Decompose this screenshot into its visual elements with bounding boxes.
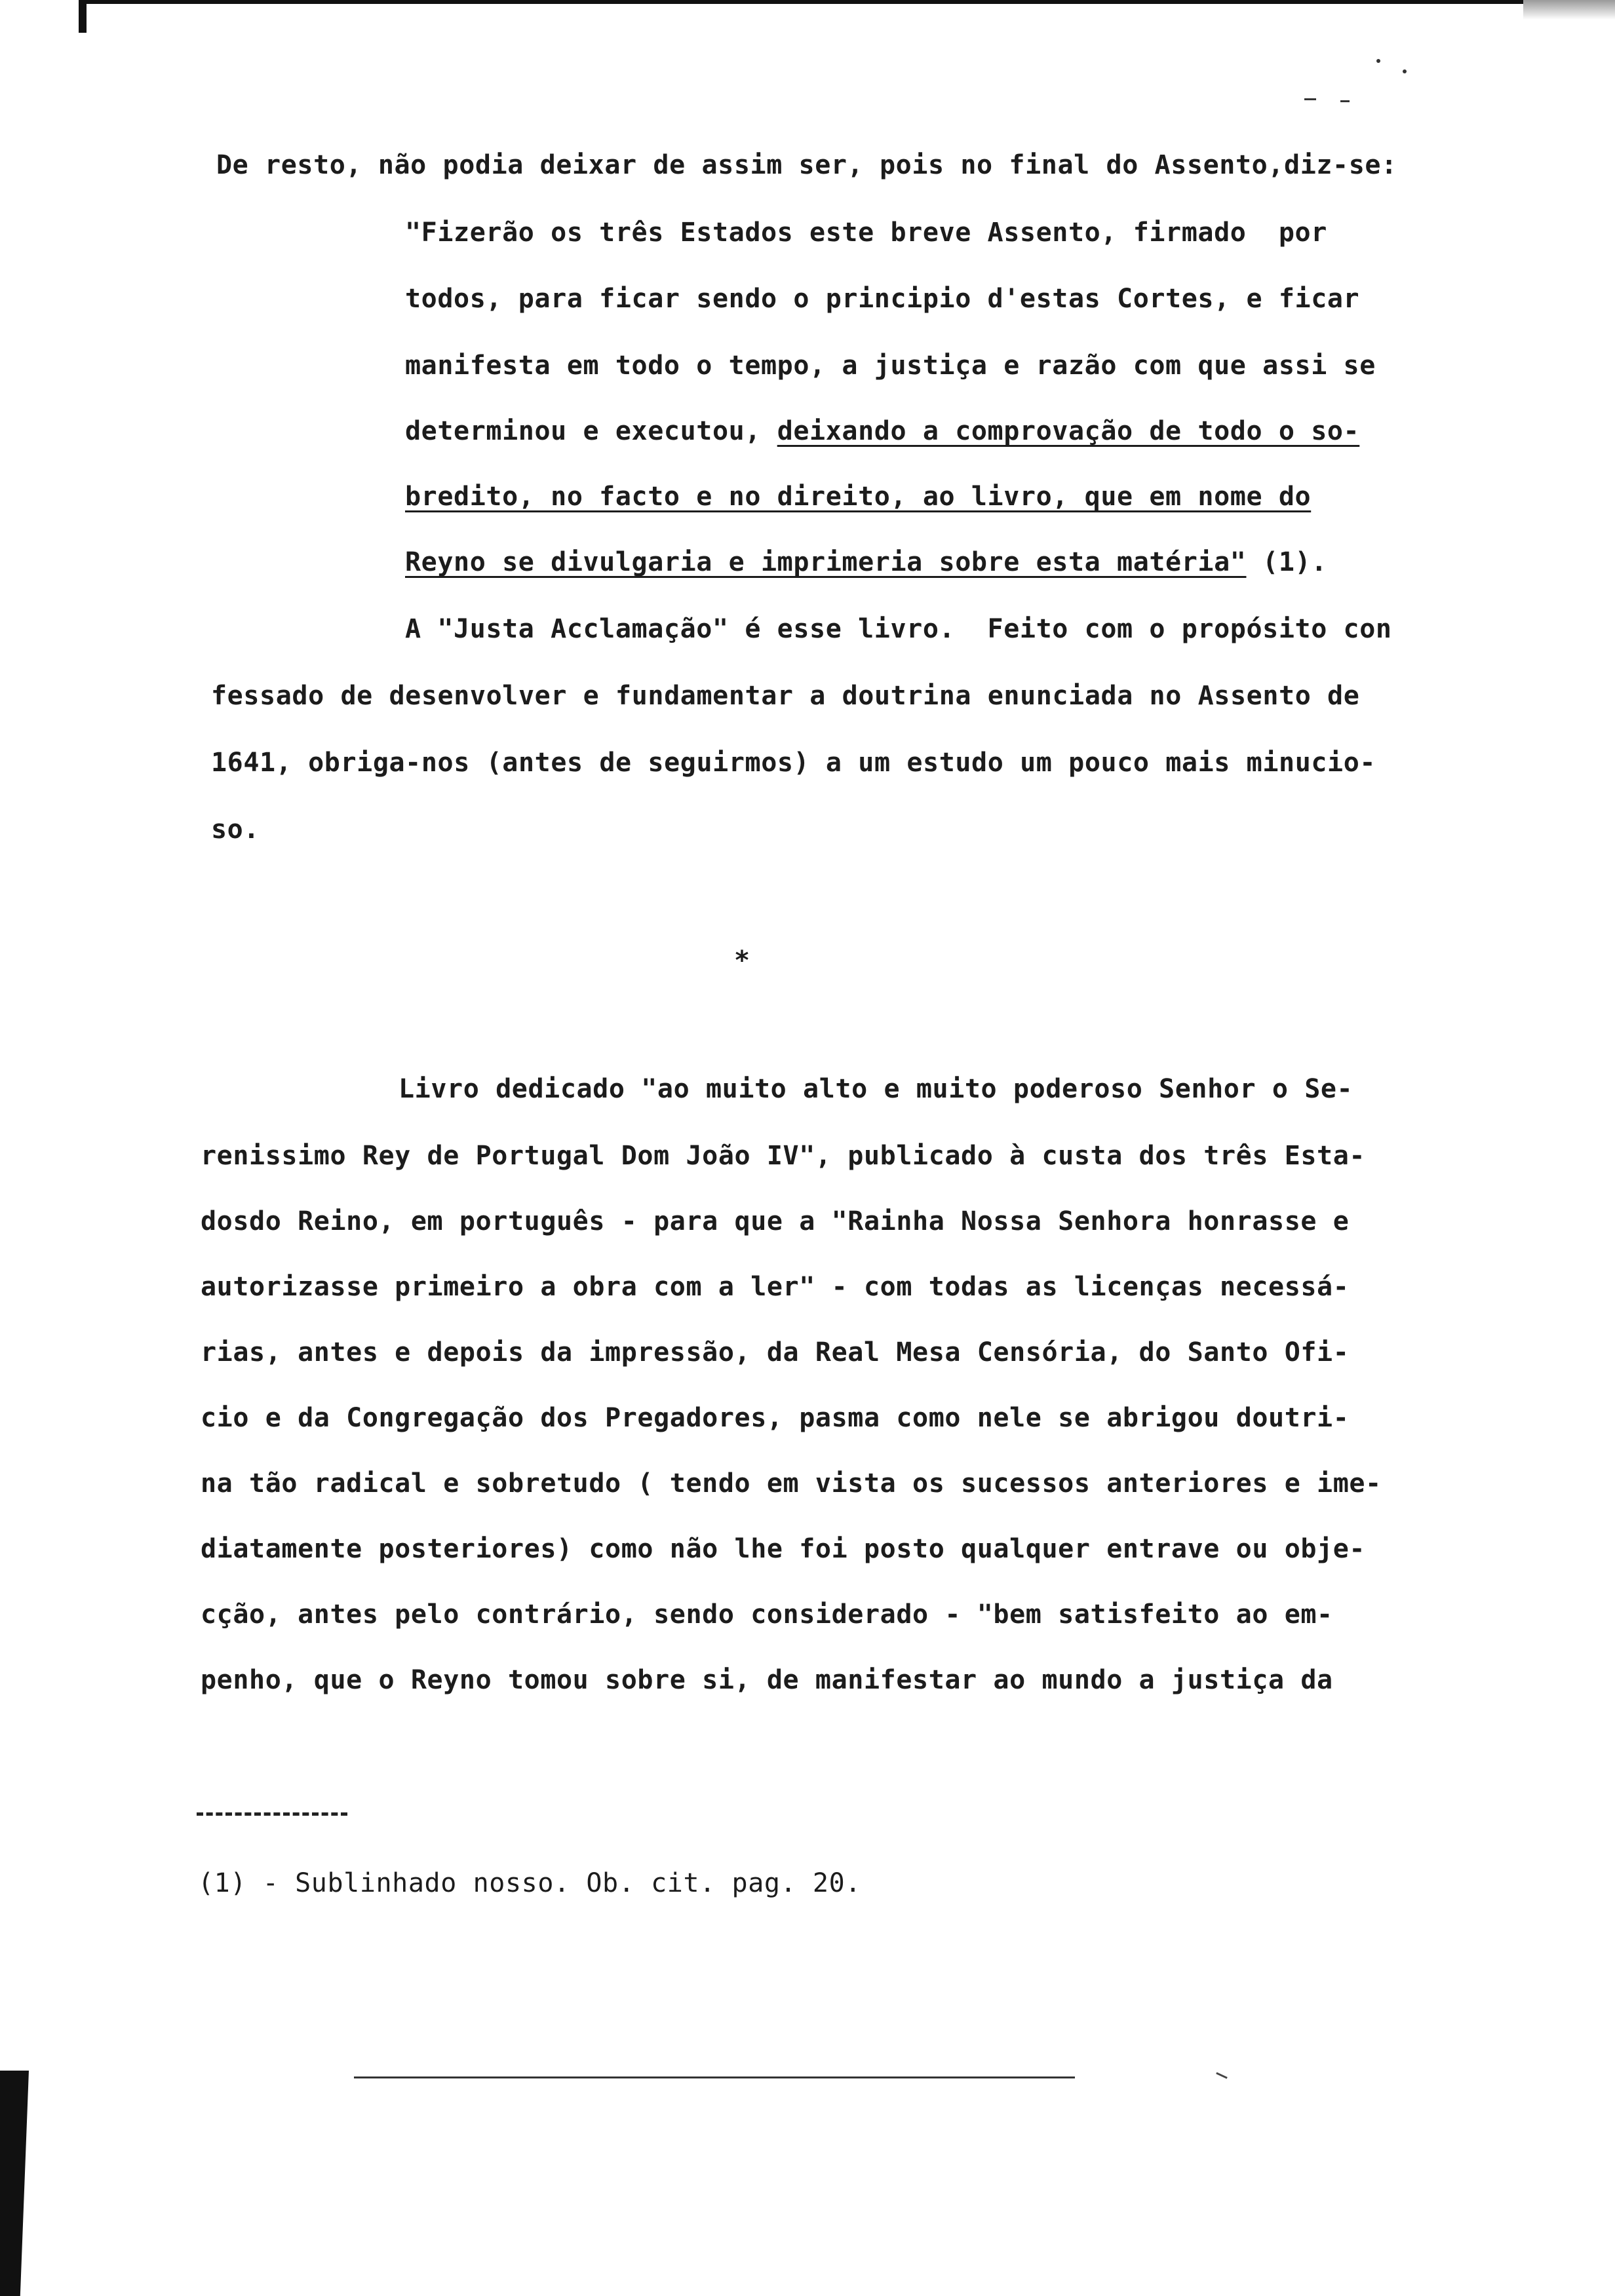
section-mark: *	[734, 946, 750, 976]
underlined-text: deixando a comprovação de todo o so-	[777, 416, 1360, 446]
paragraph-line: dosdo Reino, em português - para que a "Rainha Nossa Senhora honrasse e	[201, 1206, 1350, 1236]
paragraph-line: na tão radical e sobretudo ( tendo em vista os sucessos anteriores e ime-	[201, 1468, 1382, 1499]
paragraph-line: fessado de desenvolver e fundamentar a doutrina enunciada no Assento de	[211, 681, 1360, 711]
quote-line	[405, 415, 1359, 447]
quote-line	[405, 546, 1327, 578]
quote-line: todos, para ficar sendo o principio d'estas Cortes, e ficar	[405, 284, 1360, 314]
paragraph-line: cio e da Congregação dos Pregadores, pasma como nele se abrigou doutri-	[201, 1403, 1350, 1433]
scan-speck	[1340, 100, 1350, 102]
scan-speck	[1376, 59, 1380, 63]
underlined-quote-line: bredito, no facto e no direito, ao livro, que em nome do	[405, 482, 1312, 512]
underlined-text: Reyno se divulgaria e imprimeria sobre esta matéria"	[405, 547, 1247, 577]
scan-speck	[1216, 2072, 1228, 2078]
paragraph-line: autorizasse primeiro a obra com a ler" - com todas as licenças necessá-	[201, 1272, 1350, 1302]
quote-line: "Fizerão os três Estados este breve Assento, firmado por	[405, 218, 1327, 248]
paragraph-line: 1641, obriga-nos (antes de seguirmos) a um estudo um pouco mais minucio-	[211, 748, 1376, 778]
paragraph-line: Livro dedicado "ao muito alto e muito poderoso Senhor o Se-	[399, 1074, 1353, 1104]
paragraph-line: renissimo Rey de Portugal Dom João IV", publicado à custa dos três Esta-	[201, 1141, 1366, 1171]
paragraph-line: cção, antes pelo contrário, sendo considerado - "bem satisfeito ao em-	[201, 1599, 1333, 1630]
scan-corner	[1523, 0, 1615, 20]
scan-speck	[1304, 98, 1316, 100]
footnote-ref: (1).	[1246, 547, 1327, 577]
paragraph-line: rias, antes e depois da impressão, da Real Mesa Censória, do Santo Ofi-	[201, 1337, 1350, 1368]
scan-edge-left	[79, 0, 87, 33]
quote-line: manifesta em todo o tempo, a justiça e razão com que assi se	[405, 351, 1376, 381]
footnote: (1) - Sublinhado nosso. Ob. cit. pag. 20.	[198, 1868, 861, 1898]
bottom-rule	[354, 2076, 1075, 2078]
opening-line: De resto, não podia deixar de assim ser, pois no final do Assento,diz-se:	[216, 150, 1397, 180]
paragraph-line: penho, que o Reyno tomou sobre si, de manifestar ao mundo a justiça da	[201, 1665, 1333, 1695]
scan-speck	[1403, 69, 1407, 73]
paragraph-line: A "Justa Acclamação" é esse livro. Feito com o propósito con	[405, 614, 1392, 644]
footnote-separator	[197, 1812, 347, 1819]
paragraph-line: diatamente posteriores) como não lhe foi posto qualquer entrave ou obje-	[201, 1534, 1366, 1564]
scan-edge-bottom-left	[0, 2071, 29, 2296]
quote-text: determinou e executou,	[405, 416, 777, 446]
paragraph-line: so.	[211, 814, 260, 845]
scan-edge-top	[79, 0, 1615, 4]
